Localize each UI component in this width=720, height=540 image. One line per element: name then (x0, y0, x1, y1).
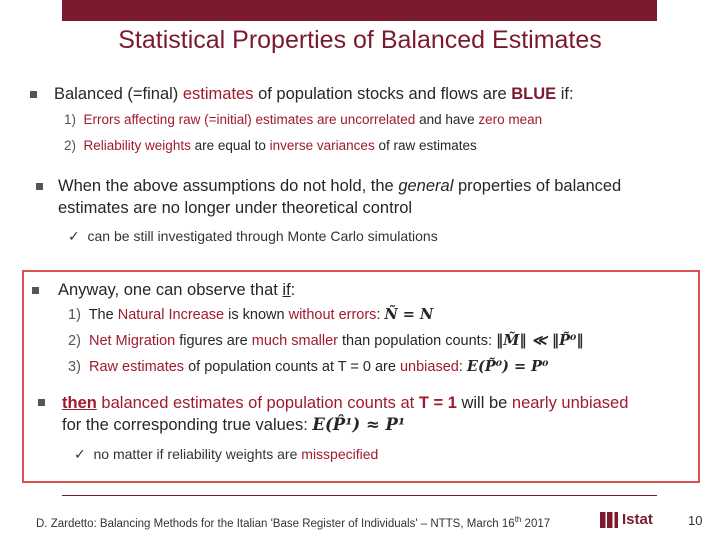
text: can be still investigated through Monte Carlo simulations (87, 228, 438, 244)
text: without errors (288, 307, 377, 323)
check-icon: ✓ (68, 228, 80, 244)
item-number: 3) (68, 359, 81, 375)
condition-2 (68, 332, 584, 350)
text: zero mean (478, 112, 543, 127)
text: nearly unbiased (511, 394, 629, 412)
text: no matter if reliability weights are (93, 446, 302, 462)
text: The (88, 307, 118, 323)
math-formula: Ñ = N (384, 306, 434, 323)
text: of raw estimates (374, 138, 477, 153)
text: of population counts at T = 0 are (184, 359, 400, 375)
text: Errors affecting raw (=initial) estimates are (83, 112, 341, 127)
bullet-anyway (58, 279, 295, 301)
math-formula: E(P̃⁰) = P⁰ (466, 358, 549, 375)
condition-1 (68, 306, 433, 324)
text: properties of balanced (453, 177, 622, 195)
text: When the above assumptions do not hold, the (58, 177, 399, 195)
condition-3 (68, 358, 548, 376)
text: estimates are no longer under theoretical control (58, 199, 413, 217)
item-number: 2) (64, 138, 77, 153)
text: Anyway, one can observe that (58, 281, 283, 299)
item-number: 2) (68, 333, 81, 349)
text: : (458, 359, 467, 375)
text: Net Migration (88, 333, 176, 349)
text: much smaller (251, 333, 338, 349)
math-formula: ‖M̃‖ ≪ ‖P̃⁰‖ (496, 332, 584, 349)
page-number: 10 (688, 513, 703, 528)
top-bar (62, 0, 657, 21)
text: balanced estimates of population counts at (96, 394, 419, 412)
check-item-misspecified (74, 446, 378, 463)
bullet-conclusion (62, 392, 692, 436)
text: then (62, 394, 97, 412)
sub-item-1 (64, 111, 542, 129)
item-number: 1) (64, 112, 77, 127)
text: are equal to (190, 138, 270, 153)
footer-divider (62, 495, 657, 496)
text: Balanced (=final) (54, 85, 183, 103)
text: D. Zardetto: Balancing Methods for the Italian 'Base Register of Individuals' – NTTS, March 16 (36, 517, 515, 530)
text: inverse variances (269, 138, 375, 153)
text: misspecified (301, 446, 379, 462)
bullet-general-properties (58, 175, 708, 219)
text: uncorrelated (340, 112, 416, 127)
blue-keyword: BLUE (511, 85, 557, 103)
text: if: (556, 85, 574, 103)
text: 2017 (521, 517, 551, 530)
bullet-marker (36, 183, 43, 190)
text: for the corresponding true values: (62, 416, 313, 434)
text: is known (224, 307, 289, 323)
text: : (290, 281, 296, 299)
text: Reliability weights (83, 138, 191, 153)
text: will be (456, 394, 512, 412)
text: general (398, 177, 454, 195)
check-icon: ✓ (74, 446, 86, 462)
text: unbiased (399, 359, 459, 375)
bullet-marker (32, 287, 39, 294)
bullet-marker (30, 91, 37, 98)
footer-citation (36, 515, 550, 530)
logo-text: Istat (622, 511, 653, 528)
bullet-blue-conditions (54, 83, 574, 105)
sub-item-2 (64, 137, 477, 155)
text: figures are (175, 333, 252, 349)
istat-logo (600, 511, 653, 528)
math-formula: E(P̂¹) ≈ P¹ (312, 415, 406, 434)
text: T = 1 (418, 394, 457, 412)
text: than population counts: (338, 333, 497, 349)
text: estimates (182, 85, 254, 103)
text: and have (415, 112, 479, 127)
text: if (282, 281, 291, 299)
text: of population stocks and flows are (253, 85, 512, 103)
check-item-monte-carlo (68, 228, 438, 245)
text: Natural Increase (117, 307, 225, 323)
slide-title: Statistical Properties of Balanced Estimates (118, 26, 602, 54)
logo-icon (600, 512, 618, 528)
text: th (514, 515, 522, 524)
bullet-marker (38, 399, 45, 406)
text: : (376, 307, 385, 323)
text: Raw estimates (88, 359, 185, 375)
item-number: 1) (68, 307, 81, 323)
